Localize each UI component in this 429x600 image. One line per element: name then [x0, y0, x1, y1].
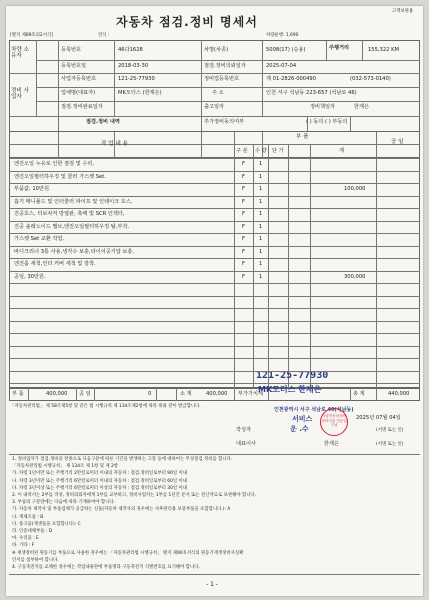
work-qty: 1: [259, 198, 263, 205]
red-seal: [320, 408, 348, 436]
biz-no-value: 121-25-77930: [118, 76, 155, 82]
row-divider: [9, 208, 420, 209]
stamp-biz-no: 121-25-77930: [256, 370, 329, 381]
work-desc: 엔진오일필터하우징 및 쿨러 가스켓 Set.: [14, 173, 106, 180]
row-divider: [9, 283, 420, 284]
note-line: 1. 정비업자가 점검.정비의 잘못으로 다음구분에 따른 기간을 발생하는 고장 등에 대하여는 무상점검.정비를 합니다.: [12, 457, 233, 462]
col-qty: 수 량: [255, 148, 267, 154]
work-desc: 부품값, 10만원.: [14, 186, 51, 192]
grand-total-label: 총 계: [353, 391, 365, 397]
note-line: 다. 차령 3년이상 또는 주행거리 6만킬로미터 이상의 자동차 : 점검.정비일로부터 30일 이내: [12, 485, 188, 491]
work-desc: 엔진룸 세척,언더 커버 세척 및 장착.: [14, 261, 96, 267]
work-qty: 1: [259, 173, 263, 180]
shop-name-value: MK모터스 (한재은): [118, 90, 162, 96]
inspect-date-label: 점검.정비의뢰일자: [204, 63, 246, 69]
reg-date-value: 2018-03-30: [118, 63, 149, 69]
work-qty: 1: [259, 211, 263, 217]
note-line: 마. 수리품 : E: [12, 536, 39, 542]
total-labor-value: 0: [148, 391, 152, 397]
note-line: 2. 이 내역서는 2부를 작성, 정비의뢰자에게 1부를 교부하고, 정비사업자는 1부를 1년간 문서 또는 전산자료로 보관해야 합니다.: [12, 493, 257, 498]
note-line: 4. 구동축전지를 교체한 경우에는 작업내용란에 부품명과 구동축전지 식별번호를 표기해야 합니다.: [12, 565, 200, 570]
odometer-label: 주행거리: [329, 45, 350, 51]
document-title: 자동차 점검.정비 명세서: [116, 15, 258, 29]
col-total: 계: [339, 148, 345, 154]
writer-sign-note: (서명 또는 인): [376, 428, 404, 433]
note-line: 가. 차령 1년이만 또는 주행거리 2만킬로미터 이내의 자동차 : 점검.정비일로부터 90일 이내: [12, 471, 188, 477]
work-desc: 바디크리너 3통 사용,냉각수 보충,타이어공기압 보충,: [14, 248, 135, 255]
note-line: 「자동차관리법 시행규칙」 제 134조 제 1항 및 제 2항: [12, 464, 119, 470]
mileage-note: 차량운행: 1,690: [266, 33, 299, 38]
extra-work-agree: ( ) 동의 ( ) 부동의: [306, 119, 348, 125]
work-type: F: [242, 161, 245, 167]
rep-sign-note: (서명 또는 인): [376, 442, 404, 447]
done-date-label: 점검.정비완료일자: [61, 104, 103, 110]
vat-label: 부가가치세: [238, 391, 264, 397]
row-divider: [9, 183, 420, 184]
grand-total-value: 440,000: [388, 391, 410, 397]
writer-label: 작성자: [236, 427, 252, 433]
work-type: F: [242, 248, 245, 255]
shop-phone: (032-573-0140): [350, 76, 391, 82]
owner-section-label: 차량 소유자: [11, 47, 29, 59]
inspect-date-value: 2025-07-04: [266, 63, 297, 69]
row-divider: [9, 271, 420, 272]
col-work: 작 업 내 용: [101, 141, 128, 147]
shop-reg-label: 정비업등록번호: [204, 76, 240, 82]
work-desc: 진공호스, 터보차저 방열판, 촉매 및 SCR 인젝터,: [14, 211, 125, 217]
note-line: 가. 자동차 제작사 및 부품업체가 공급하는 신품(자동차 제작사의 경우에는 사후관리용 보증부품을 포함합니다.): A: [12, 507, 231, 513]
col-labor: 공 임: [391, 139, 404, 145]
work-qty: 1: [259, 236, 263, 242]
odometer-value: 155,322 KM: [368, 47, 399, 53]
shop-section-label: 정비 사업자: [11, 88, 29, 100]
work-type: F: [242, 198, 245, 205]
model-label: 차명(차종): [204, 47, 229, 53]
shop-addr-label: 주 소: [212, 90, 224, 96]
shop-name-label: 업체명(대표자): [61, 90, 96, 96]
stamp-shop-name: MK모터스 한재은: [258, 385, 322, 394]
work-qty: 1: [259, 186, 263, 192]
work-type: F: [242, 173, 245, 180]
note-line: 라. 인증대체부품 : D: [12, 529, 53, 534]
work-type: F: [242, 261, 245, 267]
note-line: 나. 재제조품 : B: [12, 514, 44, 520]
row-divider: [9, 233, 420, 234]
note-line: 바. 기타 : F: [12, 543, 35, 549]
work-desc: 엔진오일 누유로 인한 점검 및 수리,: [14, 161, 95, 167]
subtotal-label: 소 계: [180, 391, 192, 397]
page-number: - 1 -: [206, 581, 218, 588]
reg-date-label: 등록번호일: [61, 63, 87, 69]
stamp-seal-top: 서비스: [292, 415, 313, 423]
work-qty: 1: [259, 248, 263, 255]
row-divider: [9, 171, 420, 172]
col-unit: 단 가: [272, 148, 284, 154]
note-line: 나. 차령 3년이만 또는 주행거리 6만킬로미터 이내의 자동차 : 점검.정비일로부터 60일 이내: [12, 478, 188, 484]
col-parts: 부 품: [296, 134, 309, 140]
work-history-label: 점검.정비 내역: [86, 119, 120, 125]
red-seal-text: 석남자동차정비 정비기술 전문업구남: [321, 414, 347, 428]
form-number: [별지 제89호의2서식]: [10, 33, 53, 38]
shop-addr-value: 인천 서구 석남동 223-657 (석남로 46): [266, 90, 357, 96]
work-amount: 300,000: [344, 273, 366, 280]
row-divider: [9, 221, 420, 222]
work-amount: 100,000: [344, 186, 366, 192]
stamp-address: 인천광역시 서구 석남로 46(석남동): [274, 407, 354, 413]
year-label: 연식 :: [98, 33, 110, 38]
out-date-label: 출고일자: [204, 104, 225, 110]
law-text: 「자동차관리법」 제 58조제5항 및 같은 법 시행규칙 제 134조제2항에 따라 위와 같이 발급합니다.: [10, 404, 201, 409]
work-type: F: [242, 186, 245, 192]
work-desc: 가스켓 Set 교환 작업.: [14, 236, 65, 242]
work-qty: 1: [259, 273, 263, 280]
work-desc: 진공 솔레노이드 밸브,엔진오일필터하우징 탈,부착.: [14, 223, 130, 230]
rep-label: 대표이사: [236, 441, 257, 447]
col-type: 구 분: [236, 148, 248, 154]
manager-value: 한재은: [354, 104, 370, 110]
subtotal-value: 400,000: [206, 391, 228, 397]
note-line: ※ 재생정비된 원동기를 부품으로 사용한 경우에는 「자동차관리법 시행규칙」 별지 제90호서식의 원동기재생정비사실확: [12, 550, 244, 556]
work-qty: 1: [259, 261, 263, 267]
note-line: 인서를 첨부하여 합니다.: [12, 557, 59, 563]
row-divider: [9, 258, 420, 259]
work-type: F: [242, 223, 245, 230]
work-qty: 1: [259, 223, 263, 230]
work-type: F: [242, 273, 245, 280]
row-divider: [9, 196, 420, 197]
extra-work-label: 추가정비동의여부: [204, 119, 245, 125]
shop-reg-value: 제 01-2826-000490: [266, 76, 317, 82]
reg-no-value: 46다1628: [118, 47, 143, 53]
reg-no-label: 등록번호: [61, 47, 82, 53]
total-parts-label: 부 품: [12, 391, 24, 397]
work-qty: 1: [259, 161, 263, 167]
work-desc: 공임, 30만원.: [14, 273, 46, 280]
total-parts-value: 400,000: [46, 391, 68, 397]
document-sheet: [6, 6, 423, 596]
work-desc: 흡기 매니폴드 및 인터쿨러 파이프 및 인테이크 호스,: [14, 198, 133, 205]
rep-name: 한재은: [324, 441, 340, 447]
stamp-seal-bottom: 운 .수: [290, 425, 309, 433]
work-type: F: [242, 236, 245, 242]
copy-type-label: 고객보관용: [392, 9, 414, 14]
issue-date: 2025년 07월 04일: [356, 415, 401, 421]
note-line: 3. 부품의 구분란에는 다음에 따라 기재하여야 합니다.: [12, 500, 116, 506]
note-line: 다. 중고품(재생품을 포함합니다): C: [12, 521, 81, 527]
model-value: 5008(17) (승용): [266, 47, 306, 53]
row-divider: [9, 246, 420, 247]
manager-label: 정비책임자: [310, 104, 336, 110]
biz-no-label: 사업자등록번호: [61, 76, 97, 82]
work-type: F: [242, 211, 245, 217]
total-labor-label: 공 임: [79, 391, 91, 397]
